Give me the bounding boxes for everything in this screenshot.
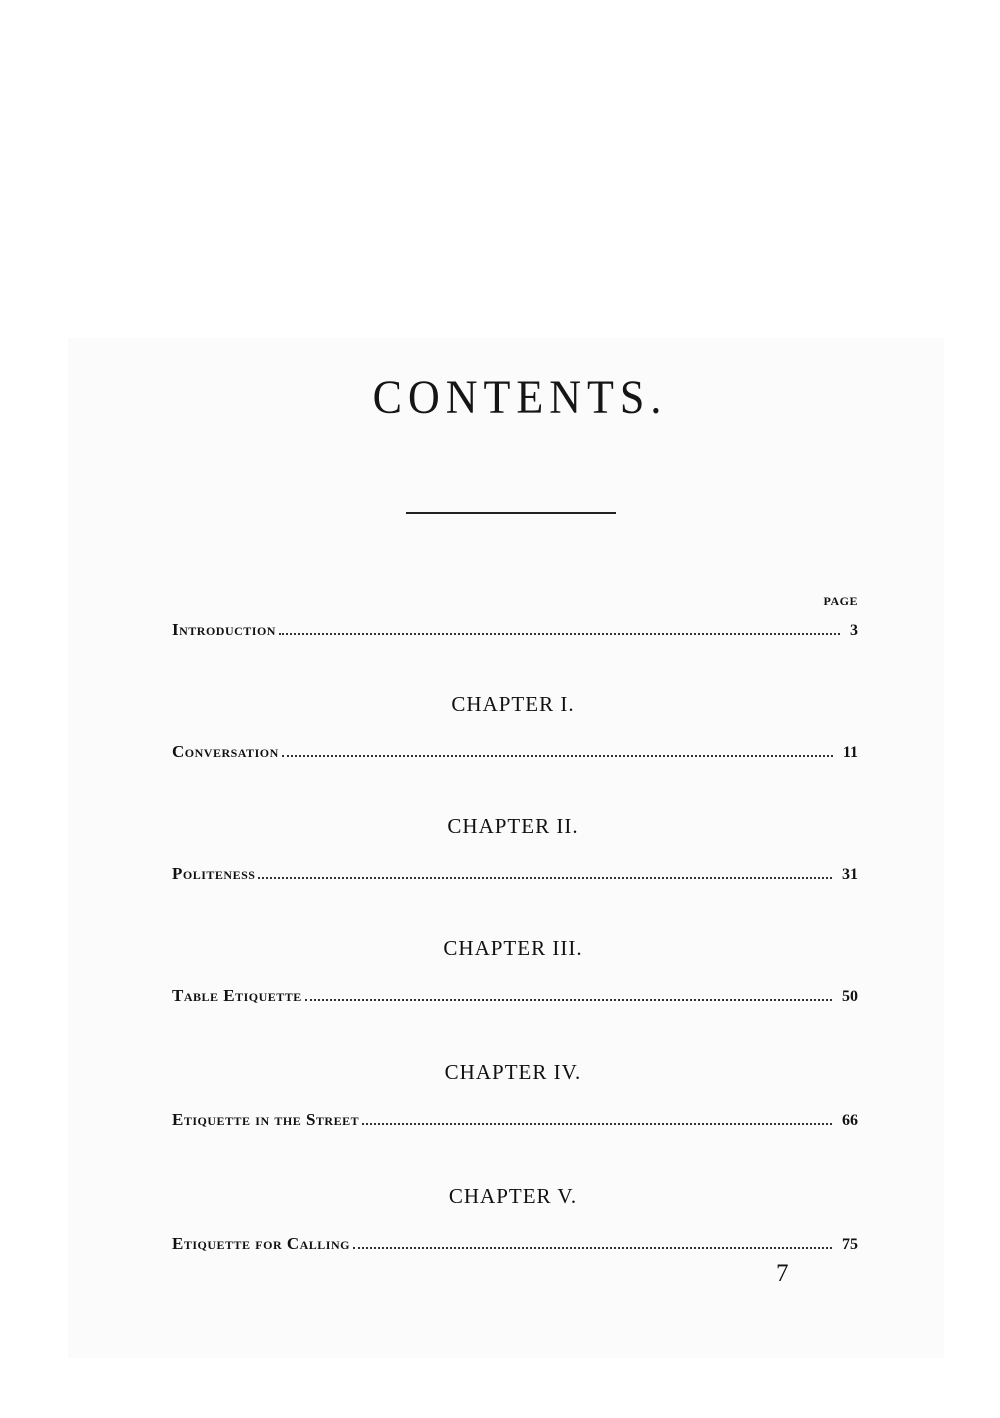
dot-leader [362, 1123, 832, 1125]
toc-entry-page: 11 [842, 744, 858, 761]
chapter-heading: CHAPTER I. [451, 692, 575, 716]
dot-leader [353, 1247, 832, 1249]
toc-entry-page: 3 [850, 622, 858, 639]
dot-leader [282, 755, 833, 757]
toc-entry [172, 740, 858, 762]
chapter-heading: CHAPTER V. [448, 1184, 578, 1208]
chapter-heading: CHAPTER IV. [444, 1060, 582, 1084]
toc-entry-title: Introduction [172, 620, 276, 639]
toc-entry-title: Conversation [172, 742, 279, 761]
toc-entry-page: 75 [842, 1236, 858, 1253]
chapter-heading: CHAPTER III. [443, 936, 583, 960]
toc-entry-page: 66 [842, 1112, 858, 1129]
toc-entry [172, 1108, 858, 1130]
title-rule [406, 512, 616, 514]
toc-entry [172, 862, 858, 884]
toc-entry-title: Table Etiquette [172, 986, 302, 1005]
toc-entry-page: 31 [842, 866, 858, 883]
toc-entry-title: Politeness [172, 864, 256, 883]
toc-entry-page: 50 [842, 988, 858, 1005]
dot-leader [258, 877, 832, 879]
toc-entry [172, 1232, 858, 1254]
page-column-label: PAGE [823, 594, 858, 608]
toc-entry-title: Etiquette in the Street [172, 1110, 360, 1129]
toc-entry-introduction [172, 618, 858, 640]
page-number: 7 [776, 1260, 789, 1287]
page-title: CONTENTS. [372, 371, 668, 424]
dot-leader [305, 999, 832, 1001]
toc-entry [172, 984, 858, 1006]
dot-leader [279, 633, 840, 635]
toc-entry-title: Etiquette for Calling [172, 1234, 350, 1253]
chapter-heading: CHAPTER II. [447, 814, 579, 838]
